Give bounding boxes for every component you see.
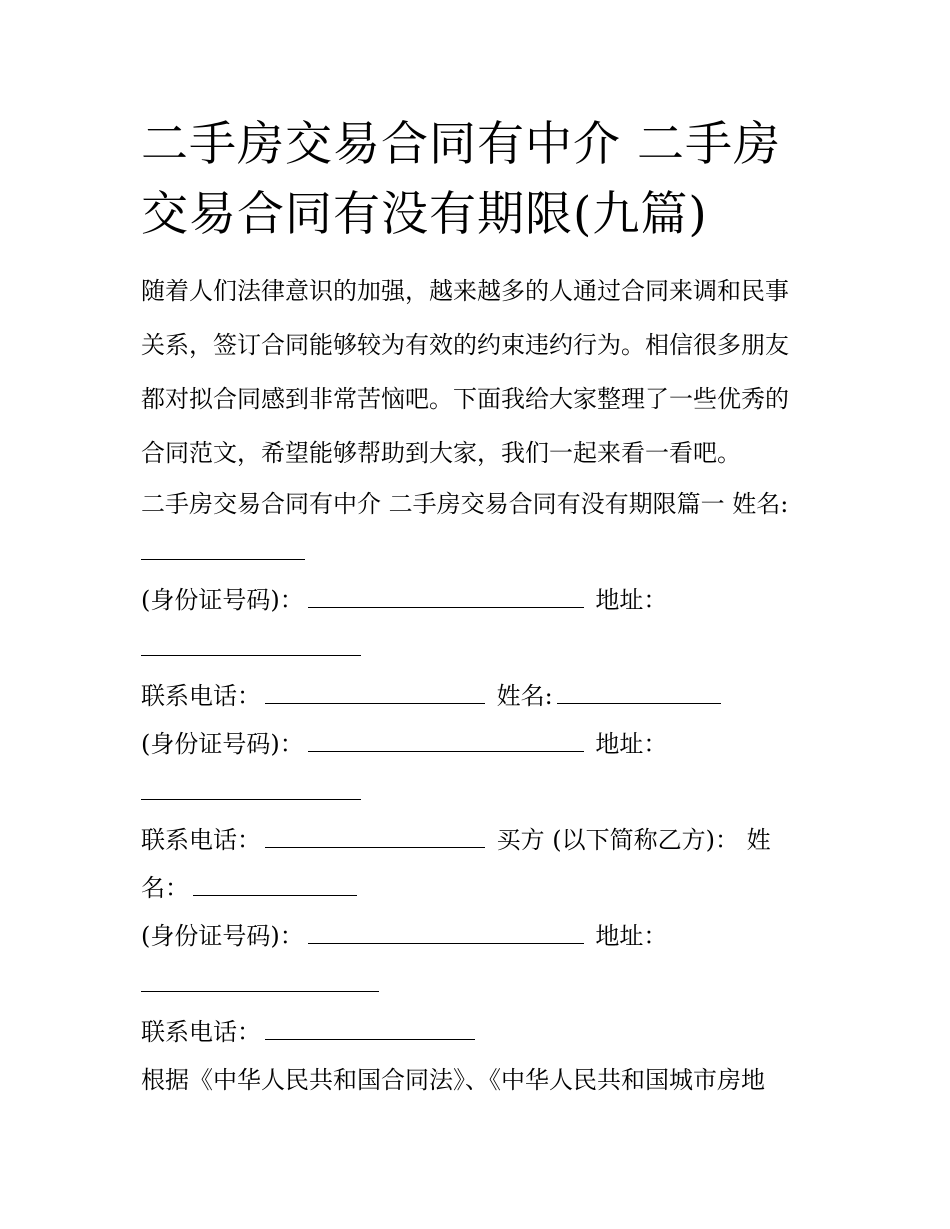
section-heading: 二手房交易合同有中介 二手房交易合同有没有期限篇一 姓名: bbox=[141, 490, 789, 518]
seller2-id-line bbox=[141, 720, 813, 768]
phone-label: 联系电话： bbox=[141, 682, 261, 710]
seller1-id-line bbox=[141, 576, 813, 624]
phone-label: 联系电话： bbox=[141, 1018, 261, 1046]
buyer-address-blank bbox=[141, 969, 379, 992]
seller2-phone-line bbox=[141, 816, 813, 864]
document-title bbox=[141, 110, 813, 250]
seller2-phone-blank bbox=[265, 825, 485, 848]
intro-line: 关系，签订合同能够较为有效的约束违约行为。相信很多朋友 bbox=[141, 331, 789, 359]
intro-line: 随着人们法律意识的加强，越来越多的人通过合同来调和民事 bbox=[141, 277, 789, 305]
buyer-name-blank bbox=[193, 873, 357, 896]
seller1-phone-blank bbox=[265, 681, 485, 704]
buyer-phone-blank bbox=[265, 1017, 475, 1040]
buyer-phone-line bbox=[141, 1008, 813, 1056]
name-label: 姓名: bbox=[496, 682, 553, 710]
address-label: 地址： bbox=[595, 730, 668, 758]
seller1-id-blank bbox=[308, 585, 584, 608]
seller1-name-blank bbox=[141, 537, 305, 560]
address-label: 地址： bbox=[595, 922, 668, 950]
buyer-id-blank bbox=[308, 921, 584, 944]
title-line: 交易合同有没有期限(九篇) bbox=[141, 187, 708, 242]
name-prefix-label: 姓 bbox=[746, 826, 771, 854]
buyer-address-blank-line bbox=[141, 960, 813, 1008]
intro-paragraph bbox=[141, 264, 813, 480]
document-page bbox=[141, 110, 813, 1104]
id-number-label: (身份证号码)： bbox=[141, 586, 304, 614]
seller2-address-blank-line bbox=[141, 768, 813, 816]
id-number-label: (身份证号码)： bbox=[141, 922, 304, 950]
seller2-name-blank bbox=[557, 681, 721, 704]
seller1-address-blank-line bbox=[141, 624, 813, 672]
seller2-id-blank bbox=[308, 729, 584, 752]
address-label: 地址： bbox=[595, 586, 668, 614]
seller1-address-blank bbox=[141, 633, 361, 656]
buyer-id-line bbox=[141, 912, 813, 960]
id-number-label: (身份证号码)： bbox=[141, 730, 304, 758]
intro-line: 都对拟合同感到非常苦恼吧。下面我给大家整理了一些优秀的 bbox=[141, 385, 789, 413]
buyer-label: 买方 (以下简称乙方)： bbox=[496, 826, 739, 854]
buyer-name-line bbox=[141, 864, 813, 912]
contract-form bbox=[141, 480, 813, 1104]
seller2-address-blank bbox=[141, 777, 361, 800]
title-line: 二手房交易合同有中介 二手房 bbox=[141, 117, 781, 172]
phone-label: 联系电话： bbox=[141, 826, 261, 854]
name-suffix-label: 名： bbox=[141, 874, 189, 902]
closing-line: 根据《中华人民共和国合同法》、《中华人民共和国城市房地 bbox=[141, 1066, 765, 1094]
intro-line: 合同范文，希望能够帮助到大家，我们一起来看一看吧。 bbox=[141, 439, 741, 467]
seller1-name-blank-line bbox=[141, 528, 813, 576]
seller1-phone-line bbox=[141, 672, 813, 720]
